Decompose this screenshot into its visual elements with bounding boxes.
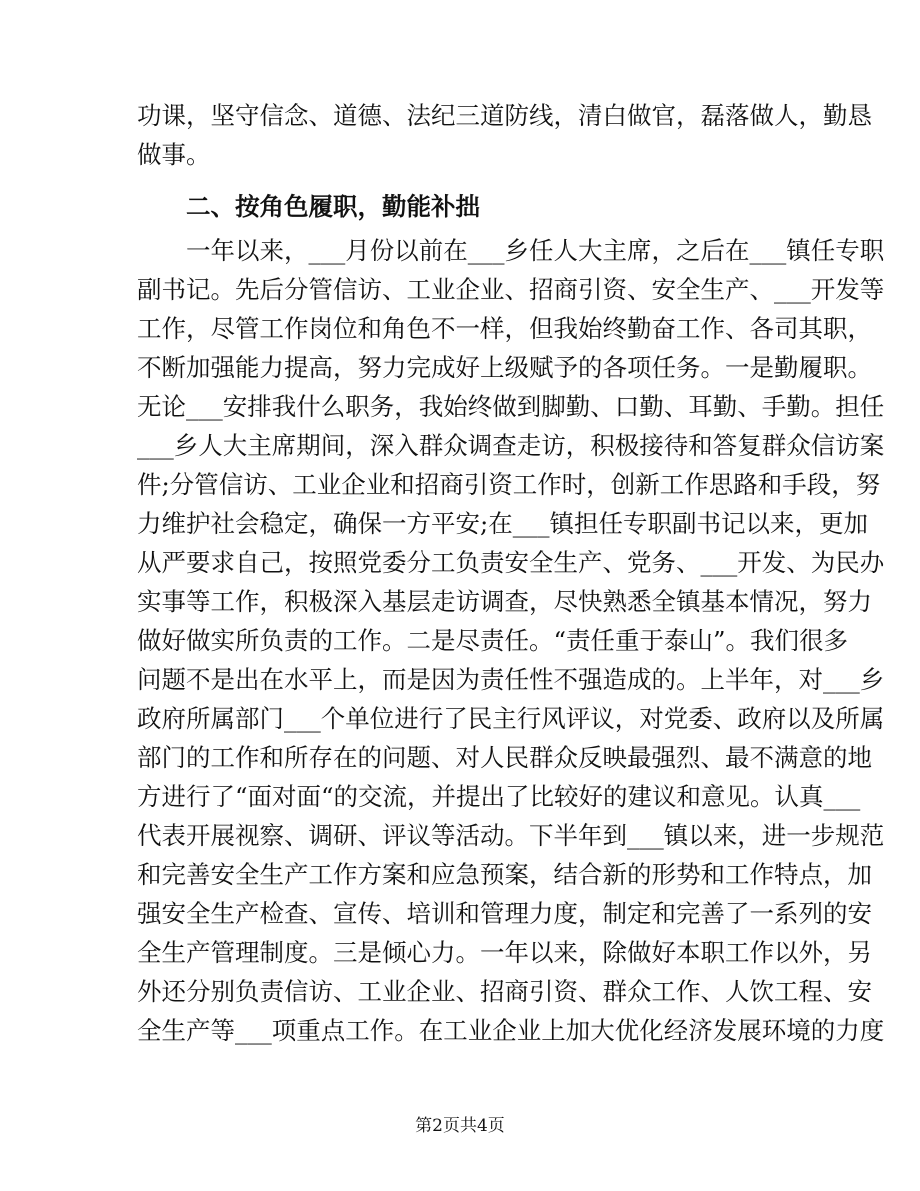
text-line: 和完善安全生产工作方案和应急预案，结合新的形势和工作特点，加 (137, 860, 872, 889)
text-line: 外还分别负责信访、工业企业、招商引资、群众工作、人饮工程、安 (137, 977, 872, 1006)
text-line: 全生产等___项重点工作。在工业企业上加大优化经济发展环境的力度 (137, 1016, 885, 1045)
text-line: 做好做实所负责的工作。二是尽责任。“责任重于泰山”。我们很多 (137, 626, 849, 655)
text-line: ___乡人大主席期间，深入群众调查走访，积极接待和答复群众信访案 (137, 431, 885, 460)
text-line: 实事等工作，积极深入基层走访调查，尽快熟悉全镇基本情况，努力 (137, 587, 872, 616)
text-line: 问题不是出在水平上，而是因为责任性不强造成的。上半年，对___乡 (137, 665, 885, 694)
text-line: 功课，坚守信念、道德、法纪三道防线，清白做官，磊落做人，勤恳 (137, 101, 872, 130)
text-line: 代表开展视察、调研、评议等活动。下半年到___镇以来，进一步规范 (137, 821, 885, 850)
text-line: 不断加强能力提高，努力完成好上级赋予的各项任务。一是勤履职。 (137, 353, 872, 382)
text-line: 从严要求自己，按照党委分工负责安全生产、党务、___开发、为民办 (137, 548, 885, 577)
text-line: 无论___安排我什么职务，我始终做到脚勤、口勤、耳勤、手勤。担任 (137, 392, 885, 421)
text-line: 政府所属部门___个单位进行了民主行风评议，对党委、政府以及所属 (137, 704, 885, 733)
text-line: 工作，尽管工作岗位和角色不一样，但我始终勤奋工作、各司其职， (137, 314, 872, 343)
text-line: 强安全生产检查、宣传、培训和管理力度，制定和完善了一系列的安 (137, 899, 872, 928)
text-line: 全生产管理制度。三是倾心力。一年以来，除做好本职工作以外，另 (137, 938, 872, 967)
section-heading: 二、按角色履职，勤能补拙 (137, 192, 480, 221)
page-number-footer: 第2页共4页 (415, 1116, 505, 1136)
text-line: 力维护社会稳定，确保一方平安;在___镇担任专职副书记以来，更加 (137, 509, 869, 538)
text-line: 部门的工作和所存在的问题、对人民群众反映最强烈、最不满意的地 (137, 743, 872, 772)
text-line: 副书记。先后分管信访、工业企业、招商引资、安全生产、___开发等 (137, 275, 885, 304)
text-line: 一年以来，___月份以前在___乡任人大主席，之后在___镇任专职 (137, 236, 885, 265)
text-line: 做事。 (137, 140, 211, 169)
text-line: 方进行了“面对面“的交流，并提出了比较好的建议和意见。认真___ (137, 782, 861, 811)
text-line: 件;分管信访、工业企业和招商引资工作时，创新工作思路和手段，努 (137, 470, 881, 499)
